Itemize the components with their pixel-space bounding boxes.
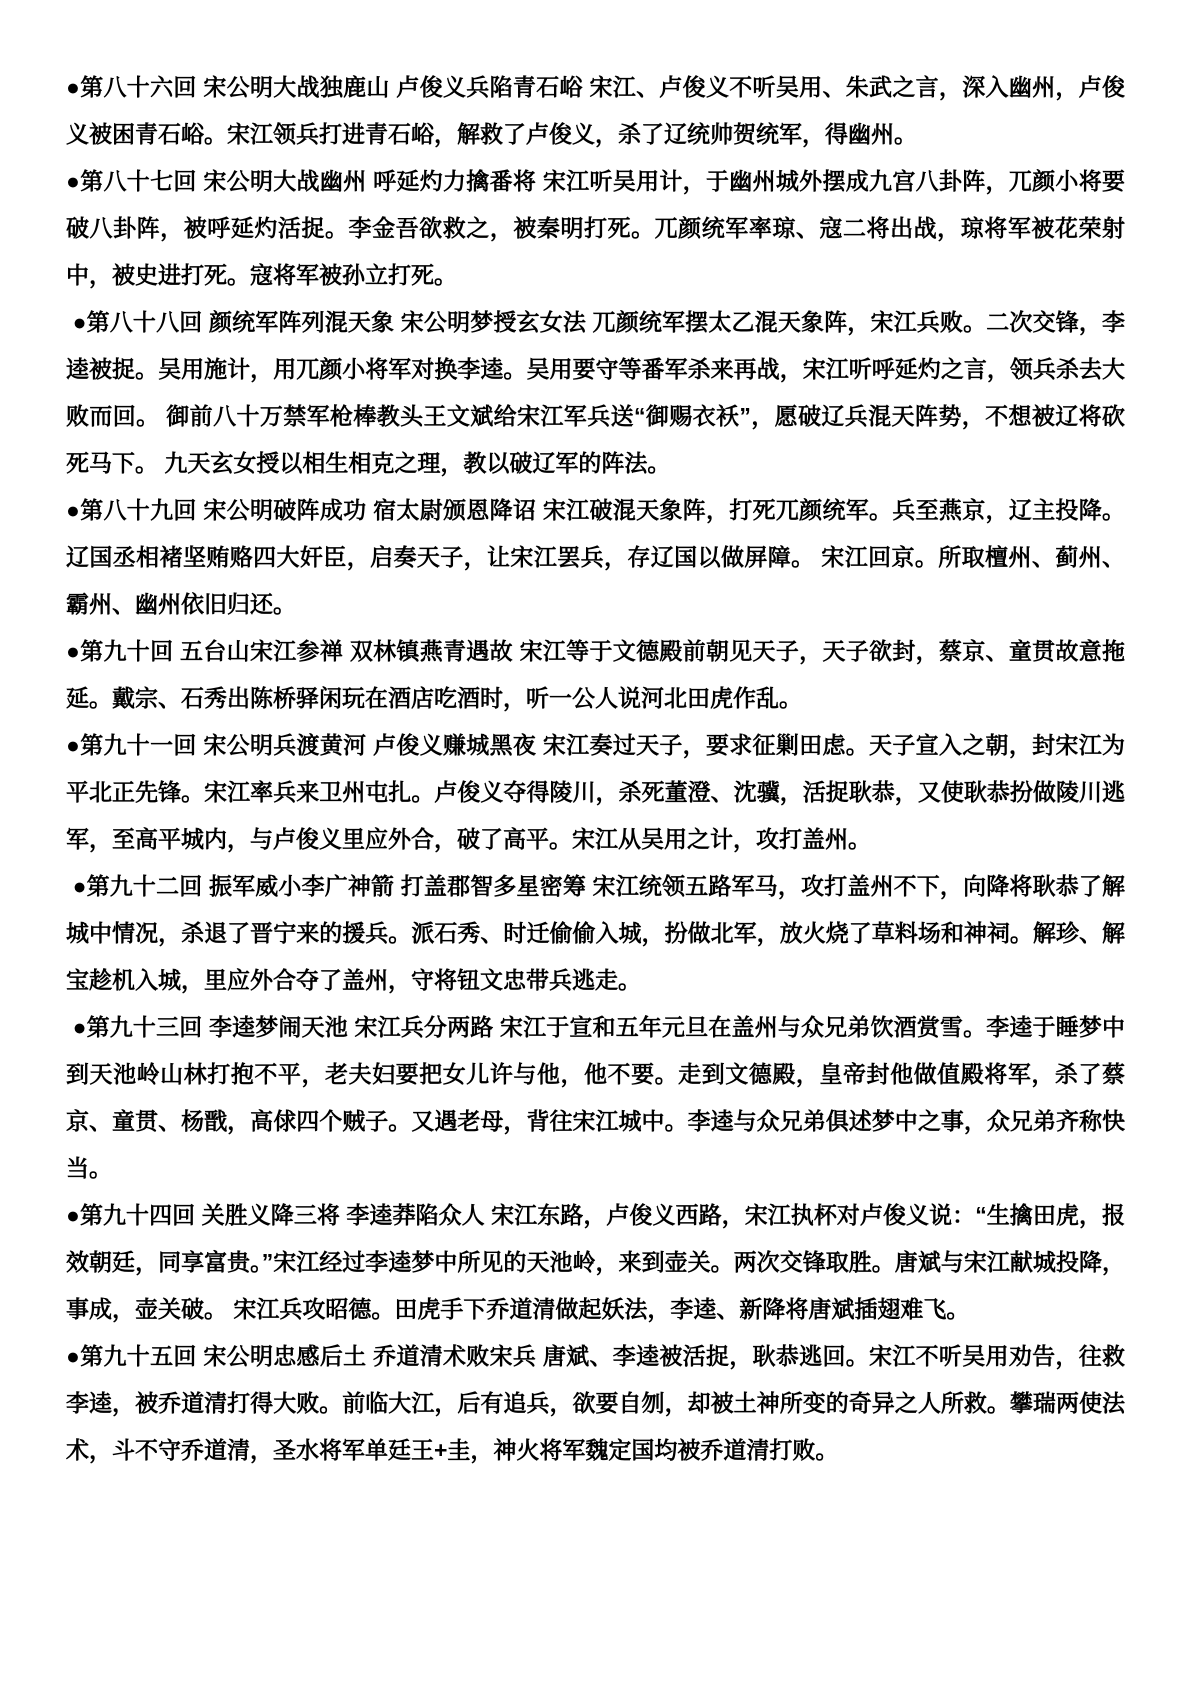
- chapter-summary-95: ●第九十五回 宋公明忠感后土 乔道清术败宋兵 唐斌、李逵被活捉，耿恭逃回。宋江不听吴用劝告，往救李逵，被乔道清打得大败。前临大江，后有追兵，欲要自刎，却被土神所变的奇异之人所救。攀瑞两使法术，斗不守乔道清，圣水将军单廷王+圭，神火将军魏定国均被乔道清打败。: [66, 1343, 1125, 1463]
- chapter-summary-92: ●第九十二回 振军威小李广神箭 打盖郡智多星密筹 宋江统领五路军马，攻打盖州不下，向降将耿恭了解城中情况，杀退了晋宁来的援兵。派石秀、时迁偷偷入城，扮做北军，放火烧了草料场和神祠。解珍、解宝趁机入城，里应外合夺了盖州，守将钮文忠带兵逃走。: [66, 873, 1126, 993]
- chapter-summary-93: ●第九十三回 李逵梦闹天池 宋江兵分两路 宋江于宣和五年元旦在盖州与众兄弟饮酒赏雪。李逵于睡梦中到天池岭山林打抱不平，老夫妇要把女儿许与他，他不要。走到文德殿，皇帝封他做值殿将军，杀了蔡京、童贯、杨戬，高俅四个贼子。又遇老母，背往宋江城中。李逵与众兄弟俱述梦中之事，众兄弟齐称快当。: [66, 1014, 1126, 1181]
- chapter-summary-91: ●第九十一回 宋公明兵渡黄河 卢俊义赚城黑夜 宋江奏过天子，要求征剿田虑。天子宣入之朝，封宋江为平北正先锋。宋江率兵来卫州屯扎。卢俊义夺得陵川，杀死董澄、沈骥，活捉耿恭，又使耿恭扮做陵川逃军，至高平城内，与卢俊义里应外合，破了高平。宋江从吴用之计，攻打盖州。: [66, 732, 1125, 852]
- chapter-summary-87: ●第八十七回 宋公明大战幽州 呼延灼力擒番将 宋江听吴用计，于幽州城外摆成九宫八卦阵，兀颜小将要破八卦阵，被呼延灼活捉。李金吾欲救之，被秦明打死。兀颜统军率琼、寇二将出战，琼将军被花荣射中，被史进打死。寇将军被孙立打死。: [66, 168, 1125, 288]
- chapter-summary-86: ●第八十六回 宋公明大战独鹿山 卢俊义兵陷青石峪 宋江、卢俊义不听吴用、朱武之言，深入幽州，卢俊义被困青石峪。宋江领兵打进青石峪，解救了卢俊义，杀了辽统帅贺统军，得幽州。: [66, 74, 1125, 147]
- chapter-summary-90: ●第九十回 五台山宋江参禅 双林镇燕青遇故 宋江等于文德殿前朝见天子，天子欲封，蔡京、童贯故意拖延。戴宗、石秀出陈桥驿闲玩在酒店吃酒时，听一公人说河北田虎作乱。: [66, 638, 1125, 711]
- chapter-summary-94: ●第九十四回 关胜义降三将 李逵莽陷众人 宋江东路，卢俊义西路，宋江执杯对卢俊义说：“生擒田虎，报效朝廷，同享富贵。”宋江经过李逵梦中所见的天池岭，来到壶关。两次交锋取胜。唐斌与宋江献城投降，事成，壶关破。 宋江兵攻昭德。田虎手下乔道清做起妖法，李逵、新降将唐斌插翅难飞。: [66, 1202, 1125, 1322]
- chapter-summary-88: ●第八十八回 颜统军阵列混天象 宋公明梦授玄女法 兀颜统军摆太乙混天象阵，宋江兵败。二次交锋，李逵被捉。吴用施计，用兀颜小将军对换李逵。吴用要守等番军杀来再战，宋江听呼延灼之言，领兵杀去大败而回。 御前八十万禁军枪棒教头王文斌给宋江军兵送“御赐衣袄”，愿破辽兵混天阵势，不想被辽将砍死马下。 九天玄女授以相生相克之理，教以破辽军的阵法。: [66, 309, 1126, 476]
- chapter-summary-89: ●第八十九回 宋公明破阵成功 宿太尉颁恩降诏 宋江破混天象阵，打死兀颜统军。兵至燕京，辽主投降。辽国丞相褚坚贿赂四大奸臣，启奏天子，让宋江罢兵，存辽国以做屏障。 宋江回京。所取檀州、蓟州、霸州、幽州依旧归还。: [66, 497, 1125, 617]
- chapter-summaries-list: [66, 64, 1125, 1474]
